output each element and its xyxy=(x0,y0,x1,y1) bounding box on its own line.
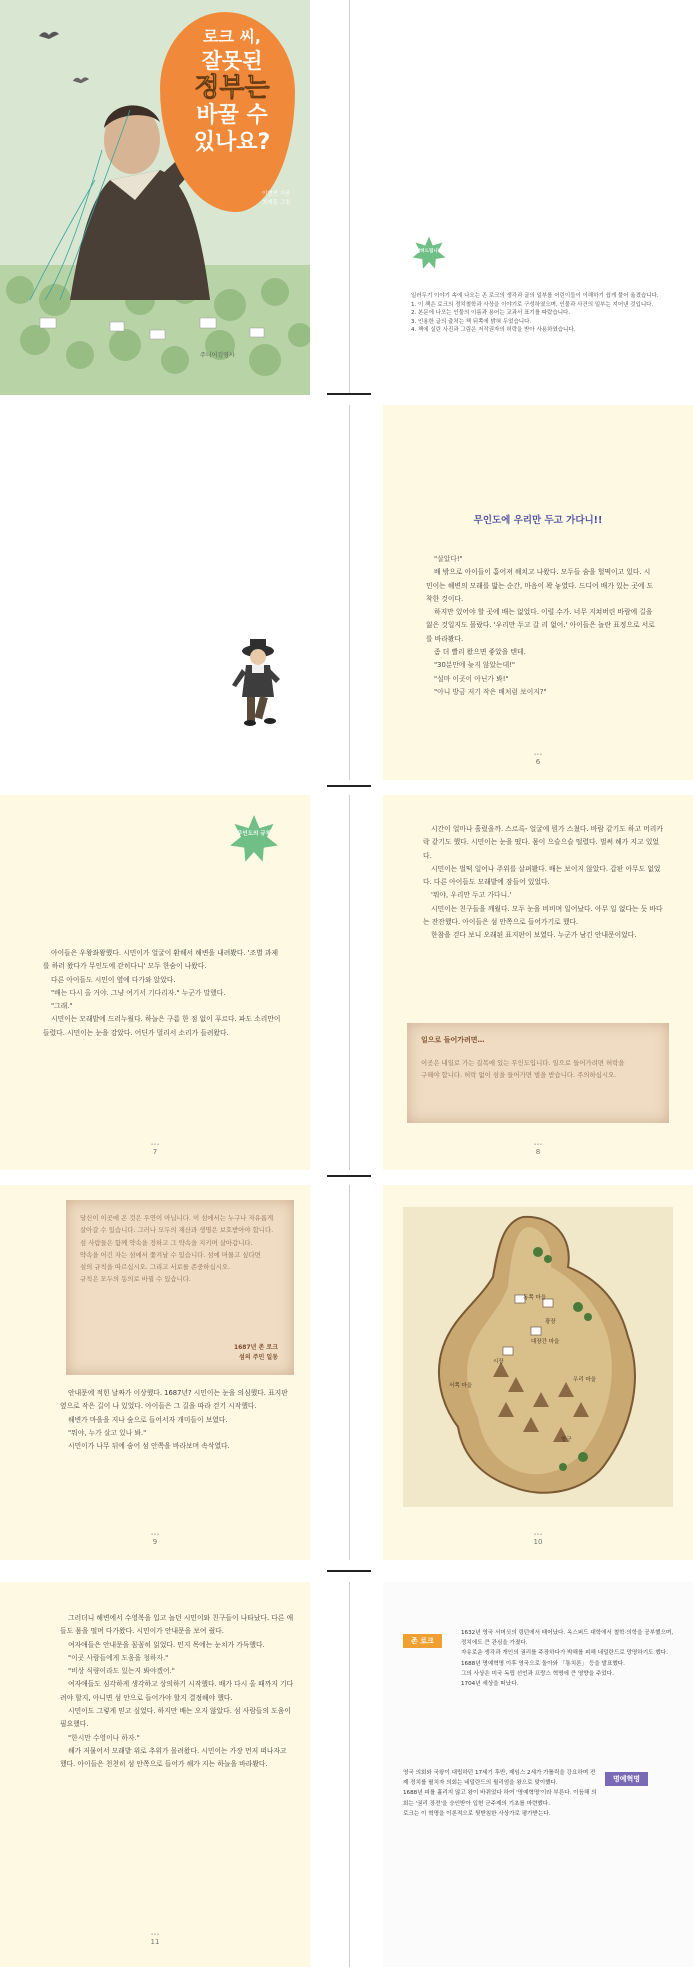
notice-parchment xyxy=(66,1200,294,1375)
parchment-title: 일으로 들어가려면… xyxy=(421,1036,485,1044)
info-line: 1632년 영국 서머싯의 링턴에서 태어났다. 옥스퍼드 대학에서 철학·의학을 공부했으며, 정치에도 큰 관심을 가졌다. xyxy=(461,1630,674,1647)
dialogue-line: "살았다!" xyxy=(434,555,463,563)
page-11-body xyxy=(60,1612,294,1772)
cover-author: 이현연 지음 xyxy=(262,191,291,197)
dialogue-line: '뭐야, 우리만 두고 가다니.' xyxy=(431,891,512,900)
info-line: 1704년 세상을 떠났다. xyxy=(461,1681,519,1688)
page-number: ••• 10 xyxy=(533,1532,543,1546)
credits-line: 2. 본문에 나오는 인물의 이름과 용어는 교과서 표기를 따랐습니다. xyxy=(411,310,571,316)
cover-title-line: 정부는 xyxy=(194,73,270,103)
parchment-line: 규칙은 모두의 동의로 바뀔 수 있습니다. xyxy=(80,1275,191,1284)
page-number: ••• 6 xyxy=(533,752,543,766)
credits-line: 4. 책에 실린 사진과 그림은 저작권자의 허락을 받아 사용하였습니다. xyxy=(411,327,576,333)
paragraph: 한참을 걷다 보니 오래된 표지판이 보였다. 누군가 남긴 안내문이었다. xyxy=(431,931,637,940)
info-tag: 명예혁명 xyxy=(605,1772,648,1786)
paragraph: 배 밖으로 아이들이 흩어져 해치고 나왔다. 모두들 숨을 헐떡이고 있다. 시민이는 해변의 모래를 밟는 순간, 마음이 꽉 놓였다. 드디어 배가 있는 곳에 도착한 것이다. xyxy=(426,568,654,603)
dialogue-line: "비상 식량이라도 있는지 봐야겠어." xyxy=(68,1667,175,1676)
parchment-line: 약속을 어긴 자는 섬에서 쫓겨날 수 있습니다. 섬에 머물고 싶다면 xyxy=(80,1250,261,1259)
bird-icon xyxy=(72,74,90,86)
paragraph: 해변가 마을을 지나 숲으로 들어서자 개미들이 보였다. xyxy=(68,1415,228,1424)
paragraph: 시민이도 그렇게 믿고 싶었다. 하지만 배는 오지 않았다. 섬 사람들의 도움이 필요했다. xyxy=(60,1707,291,1729)
parchment-line: 살아갈 수 있습니다. 그러나 모두의 재산과 생명은 보호받아야 합니다. xyxy=(80,1226,274,1235)
spread-cover xyxy=(0,0,700,395)
credits-line: 3. 인용한 글의 출처는 책 뒤쪽에 밝혀 두었습니다. xyxy=(411,318,532,325)
map-label: 우리 마을 xyxy=(573,1377,597,1383)
parchment-text xyxy=(421,1057,655,1082)
section-stamp-label: 무인도의 규칙 xyxy=(237,831,271,837)
paragraph: 시민이는 벌떡 일어나 주위를 살펴봤다. 배는 보이지 않았다. 갑판 아무도 없었다. 다른 아이들도 모래밭에 잠들어 있었다. xyxy=(423,864,661,887)
page-number: ••• 8 xyxy=(533,1142,543,1156)
dialogue-line: "뭐야, 누가 살고 있나 봐." xyxy=(68,1428,147,1437)
paragraph: 좀 더 빨리 왔으면 좋았을 텐데. xyxy=(434,648,526,657)
map-label: 서쪽 마을 xyxy=(449,1383,473,1389)
paragraph: 여자애들도 심각하게 생각하고 상의하기 시작했다. 배가 다시 올 때까지 기다려야 할지, 아니면 섬 안으로 들어가야 할지 결정해야 했다. xyxy=(60,1680,294,1702)
spread-3 xyxy=(0,795,700,1170)
spread-divider xyxy=(327,1175,371,1177)
parchment-line: 이곳은 내일로 가는 길목에 있는 무인도입니다. 일으로 들어가려면 허락을 xyxy=(421,1059,625,1067)
dialogue-line: "이곳 사람들에게 도움을 청하자." xyxy=(68,1653,169,1662)
paragraph: 해가 저물어서 모래밭 위로 추위가 몰려왔다. 시민이는 가장 먼저 떠나자고 했다. 아이들은 천천히 섬 안쪽으로 들어가 해가 지는 하늘을 바라봤다. xyxy=(60,1746,287,1769)
paragraph: 하지만 있어야 할 곳에 배는 없었다. 이럴 수가. 너무 지쳐버린 바람에 길을 잃은 것일지도 몰랐다. '우리만 두고 갈 리 없어.' 아이들은 놀란 표정으로 서로를 바라봤다. xyxy=(426,608,655,643)
dialogue-line: "30분만에 늦지 않았는데!" xyxy=(434,661,516,670)
paragraph: 다른 아이들도 시민이 옆에 다가와 앉았다. xyxy=(51,975,176,984)
boy-illustration xyxy=(228,633,286,729)
credits-line: 일러두기 이야기 속에 나오는 존 로크의 생각과 글의 일부를 어린이들이 이해하기 쉽게 풀어 옮겼습니다. xyxy=(411,293,659,299)
page-8 xyxy=(383,795,693,1170)
book-cover xyxy=(0,0,310,395)
paragraph: 시간이 얼마나 흘렀을까. 스르륵- 얼굴에 뭔가 스쳤다. 바람 같기도 하고 머리카락 같기도 했다. 시민이는 눈을 떴다. 몸이 으슬으슬 떨렸다. 벌써 해가 지고 있었다. xyxy=(423,825,663,860)
page-5 xyxy=(0,405,310,780)
info-line: 자유로운 생각과 개인의 권리를 주장하다가 박해를 피해 네덜란드로 망명하기도 했다. xyxy=(461,1650,668,1657)
parchment-text xyxy=(80,1212,280,1286)
info-block xyxy=(403,1768,599,1819)
page-9 xyxy=(0,1185,310,1560)
paragraph: 여자애들은 안내문을 꼼꼼히 읽었다. 민지 목에는 눈치가 가득했다. xyxy=(68,1640,265,1649)
cover-title-line: 바꿀 수 xyxy=(196,103,268,128)
gutter-line xyxy=(349,1582,350,1967)
parchment-line: 구해야 합니다. 허락 없이 섬을 들어가면 벌을 받습니다. 주의하십시오. xyxy=(421,1071,617,1080)
cover-publisher: 주니어김영사 xyxy=(200,352,235,359)
page-9-body xyxy=(60,1387,292,1453)
info-line: 영국 의회와 국왕이 대립하던 17세기 후반, 제임스 2세가 가톨릭을 강요하며 전제 정치를 펼치자 의회는 네덜란드의 윌리엄을 왕으로 맞이했다. xyxy=(403,1770,596,1787)
info-line: 1688년 명예혁명 이후 영국으로 돌아와 「통치론」 등을 발표했다. xyxy=(461,1660,625,1667)
parchment-line: 당신이 이곳에 온 것은 우연이 아닙니다. 이 섬에서는 누구나 자유롭게 xyxy=(80,1214,274,1222)
gutter-line xyxy=(349,795,350,1170)
dialogue-line: "아니 방금 저기 작은 배처럼 보이지?" xyxy=(434,687,547,696)
dialogue-line: "한시만 수영이나 하자." xyxy=(68,1733,140,1742)
page-8-body xyxy=(423,823,663,943)
map-label: 항구 xyxy=(561,1437,572,1443)
info-line: 로크는 이 혁명을 이론적으로 뒷받침한 사상가로 평가받는다. xyxy=(403,1810,551,1817)
cover-title-line: 있나요? xyxy=(193,130,271,155)
dialogue-line: "배는 다시 올 거야. 그냥 여기서 기다리자." 누군가 말했다. xyxy=(51,988,226,997)
page-7-body xyxy=(43,947,283,1040)
page-7 xyxy=(0,795,310,1170)
gutter-line xyxy=(349,1185,350,1560)
spread-2 xyxy=(0,405,700,780)
page-6 xyxy=(383,405,693,780)
page-10 xyxy=(383,1185,693,1560)
spread-4 xyxy=(0,1185,700,1560)
page-number: ••• 9 xyxy=(150,1532,160,1546)
dialogue-line: "그래." xyxy=(51,1002,73,1011)
map-label: 동쪽 마을 xyxy=(523,1295,547,1301)
paragraph: 그러더니 해변에서 수영복을 입고 놀던 시민이와 친구들이 나타났다. 다른 애들도 몸을 떨며 다가왔다. 시민이가 안내문을 보여 줬다. xyxy=(60,1614,294,1636)
cover-illustrator: 최재훈 그림 xyxy=(262,200,291,206)
page-11 xyxy=(0,1582,310,1967)
paragraph: 시민이가 나무 뒤에 숨어 섬 안쪽을 바라보며 속삭였다. xyxy=(68,1442,230,1451)
paragraph: 아이들은 우왕좌왕했다. 시민이가 얼굴이 환해서 해변을 내려봤다. '조별 과제를 하러 왔다가 무인도에 갇히다니' 모두 한숨이 나왔다. xyxy=(43,949,279,971)
credits-stamp-label: 알려드립니다 xyxy=(415,249,443,254)
chapter-title: 무인도에 우리만 두고 가다니!! xyxy=(473,515,603,526)
page-number: ••• 7 xyxy=(150,1142,160,1156)
cover-title-line: 로크 씨, xyxy=(202,27,262,46)
page-12 xyxy=(383,1582,693,1967)
dialogue-line: "설마 이곳이 아닌가 봐!" xyxy=(434,674,509,683)
island-map xyxy=(403,1207,673,1507)
credits-notes xyxy=(411,292,671,335)
cover-title xyxy=(168,26,296,156)
info-block xyxy=(461,1628,677,1689)
spread-divider xyxy=(327,1570,371,1572)
page-number: ••• 11 xyxy=(150,1932,160,1946)
gutter-line xyxy=(349,0,350,395)
spread-divider xyxy=(327,393,371,395)
cover-credits xyxy=(262,190,290,208)
map-label: 대장간 마을 xyxy=(531,1339,560,1345)
map-label: 광장 xyxy=(545,1319,556,1325)
parchment-line: 섬의 규칙을 따르십시오. 그리고 서로를 존중하십시오. xyxy=(80,1263,231,1272)
info-line: 그의 사상은 미국 독립 선언과 프랑스 혁명에 큰 영향을 주었다. xyxy=(461,1670,614,1677)
credits-page xyxy=(353,0,700,395)
spread-divider xyxy=(327,785,371,787)
bird-icon xyxy=(38,28,60,42)
cover-title-line: 잘못된 xyxy=(201,49,263,73)
paragraph: 시민이는 모래밭에 드러누웠다. 하늘은 구름 한 점 없이 푸르다. 파도 소리만이 들렸다. 시민이는 눈을 감았다. 어딘가 멀리서 소리가 들려왔다. xyxy=(43,1015,281,1037)
parchment-signature: 1687년 존 로크 섬의 주민 일동 xyxy=(233,1344,278,1361)
gutter-line xyxy=(349,405,350,780)
page-6-body xyxy=(426,553,656,699)
credits-line: 1. 이 책은 로크의 정치철학과 사상을 이야기로 구성하였으며, 인물과 사건의 일부는 지어낸 것입니다. xyxy=(411,301,654,308)
map-label: 시장 xyxy=(493,1359,504,1365)
paragraph: 안내문에 적힌 날짜가 이상했다. 1687년? 시민이는 눈을 의심했다. 표지판 옆으로 작은 길이 나 있었다. 아이들은 그 길을 따라 걷기 시작했다. xyxy=(60,1389,288,1411)
paragraph: 시민이는 친구들을 깨웠다. 모두 눈을 비비며 일어났다. 아무 일 없다는 듯 바다는 잔잔했다. 아이들은 섬 안쪽으로 들어가기로 했다. xyxy=(423,904,663,927)
badge-star-icon xyxy=(228,813,280,865)
info-line: 1688년 피를 흘리지 않고 왕이 바뀌었다 하여 '명예혁명'이라 부른다. 이듬해 의회는 '권리 장전'을 승인받아 입헌 군주제의 기초를 마련했다. xyxy=(403,1790,597,1807)
notice-parchment xyxy=(407,1023,669,1123)
spread-5 xyxy=(0,1582,700,1967)
info-tag: 존 로크 xyxy=(403,1634,442,1648)
parchment-line: 섬 사람들은 함께 약속을 정하고 그 약속을 지키며 살아갑니다. xyxy=(80,1238,253,1247)
